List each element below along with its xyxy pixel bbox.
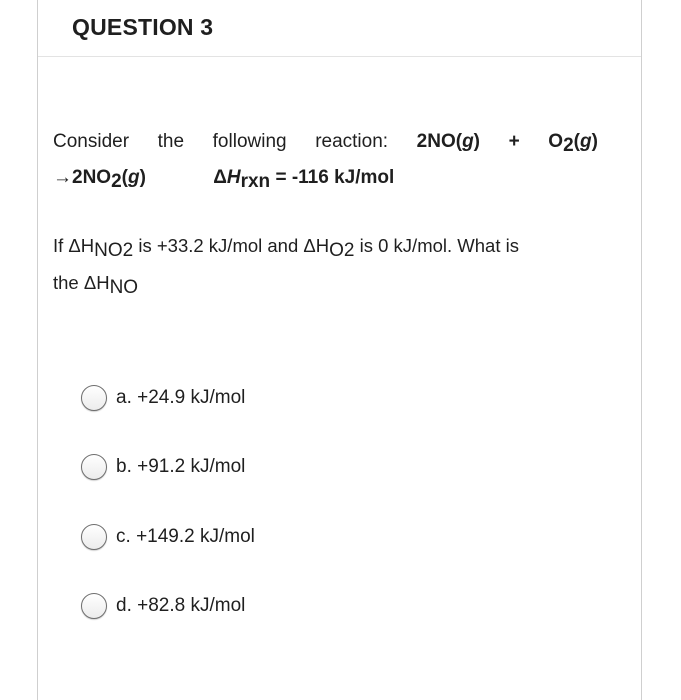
radio-button-d[interactable] [81, 593, 107, 619]
word-reaction: reaction: [315, 131, 389, 152]
option-a-label: a. +24.9 kJ/mol [116, 387, 246, 408]
question-title: QUESTION 3 [72, 14, 214, 40]
option-b-label: b. +91.2 kJ/mol [116, 456, 246, 477]
enthalpy-rxn: ΔHrxn = -116 kJ/mol [213, 167, 395, 192]
product-no2: →2NO2(g) [53, 167, 146, 192]
answer-option-c[interactable] [81, 524, 255, 550]
reactant-o2: O2(g) [548, 131, 598, 156]
word-following: following [212, 131, 287, 152]
question-prompt: If ΔHNO2 is +33.2 kJ/mol and ΔHO2 is 0 kJ/mol. What is the ΔHNO [53, 235, 519, 298]
word-consider: Consider [53, 131, 130, 152]
header-divider [38, 56, 641, 57]
word-the: the [157, 131, 185, 152]
reactant-no: 2NO(g) [416, 131, 480, 152]
option-c-label: c. +149.2 kJ/mol [116, 526, 255, 547]
answer-option-b[interactable] [81, 454, 245, 480]
option-d-label: d. +82.8 kJ/mol [116, 595, 246, 616]
answer-option-a[interactable] [81, 385, 245, 411]
answer-option-d[interactable] [81, 593, 245, 619]
plus-sign: + [508, 131, 520, 152]
reaction-line-1 [53, 131, 598, 156]
reaction-line-2 [53, 167, 395, 192]
radio-button-b[interactable] [81, 454, 107, 480]
radio-button-a[interactable] [81, 385, 107, 411]
radio-button-c[interactable] [81, 524, 107, 550]
